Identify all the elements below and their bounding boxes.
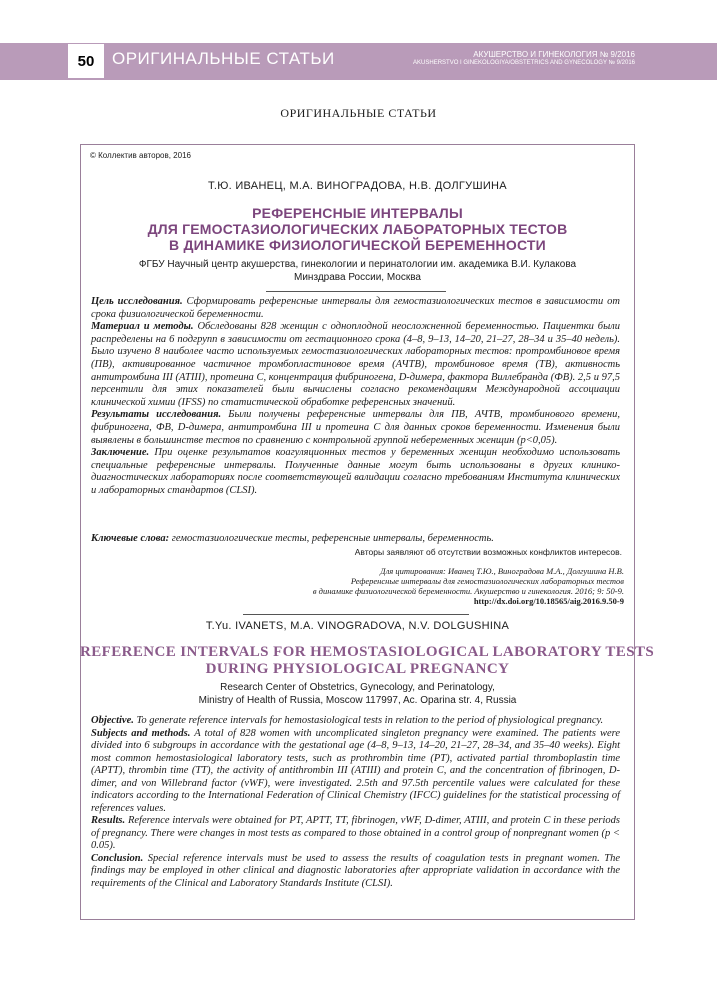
conflict-of-interest: Авторы заявляют об отсутствии возможных конфликтов интересов. xyxy=(354,547,622,557)
title-en-line: DURING PHYSIOLOGICAL PREGNANCY xyxy=(205,661,510,677)
institution-en-line: Ministry of Health of Russia, Moscow 117997, Ac. Oparina str. 4, Russia xyxy=(198,695,517,706)
label: Objective. xyxy=(91,715,134,726)
abstract-results-ru xyxy=(91,409,620,447)
text: Reference intervals were obtained for PT, APTT, TT, fibrinogen, vWF, D-dimer, ATIII, and protein C in these periods of pregnancy. There were changes in most tests as compared to those obtained in a control group of nonpregnant women (p < 0.05). xyxy=(91,815,621,851)
page-number: 50 xyxy=(68,44,104,78)
text: Сформировать референсные интервалы для гемостазиологических тестов в зависимости от срока физиологической беременности. xyxy=(91,296,620,320)
text: Special reference intervals must be used to assess the results of coagulation tests in pregnant women. The findings may be employed in other clinical and diagnostic laboratories after appropriate validation in accordance with the requirements of the Clinical and Laboratory Standards Institute (CLSI). xyxy=(91,852,620,889)
divider xyxy=(266,291,446,292)
abstract-conclusion-en xyxy=(91,853,620,891)
article-title-ru xyxy=(80,205,635,253)
keywords-ru xyxy=(91,533,494,544)
keywords-label: Ключевые слова: xyxy=(91,533,170,544)
citation-line: в динамике физиологической беременности. Акушерство и гинекология. 2016; 9: 50-9. xyxy=(312,586,624,596)
abstract-conclusion-ru xyxy=(91,447,620,497)
institution-ru-line: Минздрава России, Москва xyxy=(294,272,421,283)
title-ru-line: РЕФЕРЕНСНЫЕ ИНТЕРВАЛЫ xyxy=(252,205,463,221)
label: Результаты исследования. xyxy=(91,409,222,421)
title-ru-line: ДЛЯ ГЕМОСТАЗИОЛОГИЧЕСКИХ ЛАБОРАТОРНЫХ ТЕСТОВ xyxy=(147,221,568,237)
citation xyxy=(313,566,624,606)
journal-name-en: AKUSHERSTVO I GINEKOLOGIYA/OBSTETRICS AND GYNECOLOGY № 9/2016 xyxy=(413,60,635,66)
journal-name-ru: АКУШЕРСТВО И ГИНЕКОЛОГИЯ № 9/2016 xyxy=(473,50,635,59)
text: Были получены референсные интервалы для ПВ, АЧТВ, тромбинового времени, фибриногена, ФВ, D-димера, антитромбина III и протеина С для данных сроков беременности. Изменения были выявлены в большинстве тестов по сравнению с контрольной группой небеременных женщин (p<0,05). xyxy=(91,409,621,446)
header-journal-info xyxy=(413,50,635,68)
header-section-title: ОРИГИНАЛЬНЫЕ СТАТЬИ xyxy=(112,49,335,68)
divider xyxy=(243,614,469,615)
abstract-results-en xyxy=(91,815,620,853)
section-heading: ОРИГИНАЛЬНЫЕ СТАТЬИ xyxy=(280,106,437,120)
abstract-objective-ru xyxy=(91,296,620,321)
abstract-objective-en xyxy=(91,715,620,728)
title-ru-line: В ДИНАМИКЕ ФИЗИОЛОГИЧЕСКОЙ БЕРЕМЕННОСТИ xyxy=(169,237,546,253)
authors-ru: Т.Ю. ИВАНЕЦ, М.А. ВИНОГРАДОВА, Н.В. ДОЛГУШИНА xyxy=(208,180,507,192)
label: Цель исследования. xyxy=(91,296,183,307)
text: A total of 828 women with uncomplicated singleton pregnancy were examined. The patients were divided into 6 subgroups in accordance with the gestational age (4–8, 9–13, 14–20, 21–27, 28–34, and 35–40 weeks). Eight most common hemostasiological laboratory tests, such as prothrombin time (PT), activated partial thromboplastin time (APTT), thrombin time (TT), the activity of antithrombin III (ATIII) and protein C, and the concentration of fibrinogen, D-dimer, and von Willebrand factor (vWF), were investigated. 2.5th and 97.5th percentile values were calculated for these indicators according to the International Federation of Clinical Chemistry (IFCC) guidelines for the statistical processing of references values. xyxy=(91,727,620,814)
abstract-en xyxy=(91,715,620,890)
citation-line: Для цитирования: Иванец Т.Ю., Виноградова М.А., Долгушина Н.В. xyxy=(380,566,624,576)
abstract-ru xyxy=(91,296,620,498)
institution-en-line: Research Center of Obstetrics, Gynecology, and Perinatology, xyxy=(220,682,495,693)
label: Заключение. xyxy=(91,447,150,459)
text: To generate reference intervals for hemostasiological tests in relation to the period of physiological pregnancy. xyxy=(136,715,604,726)
article-title-en xyxy=(80,644,655,678)
label: Материал и методы. xyxy=(91,321,194,333)
title-en-line: REFERENCE INTERVALS FOR HEMOSTASIOLOGICAL LABORATORY TESTS xyxy=(80,644,655,660)
institution-ru xyxy=(80,258,635,284)
citation-line: Референсные интервалы для гемостазиологических лабораторных тестов xyxy=(350,576,624,586)
text: При оценке результатов коагуляционных тестов у беременных женщин необходимо использовать специальные референсные интервалы. Полученные данные могут быть использованы в других клинико-диагностических лабораториях после соответствующей валидации согласно требованиям Института клинических и лабораторных стандартов (CLSI). xyxy=(91,447,621,496)
institution-en xyxy=(80,681,635,707)
keywords-text: гемостазиологические тесты, референсные интервалы, беременность. xyxy=(171,533,494,544)
abstract-methods-ru xyxy=(91,321,620,409)
doi-link[interactable]: http://dx.doi.org/10.18565/aig.2016.9.50-9 xyxy=(473,596,624,606)
institution-ru-line: ФГБУ Научный центр акушерства, гинекологии и перинатологии им. академика В.И. Кулакова xyxy=(138,259,577,270)
text: Обследованы 828 женщин с одноплодной неосложненной беременностью. Пациентки были распределены на 6 подгрупп в зависимости от гестационного срока (4–8, 9–13, 14–20, 21–27, 28–34 и 35–40 недель). Было изучено 8 наиболее часто используемых гемостазиологических лабораторных тестов: протромбиновое время (ПВ), активированное частичное тромбопластиновое время (АЧТВ), тромбиновое время (ТВ), активность антитромбина III (АТIII), протеина С, концентрация фибриногена, D-димера, фактора Виллебранда (ФВ). 2,5 и 97,5 персентили для этих показателей были вычислены согласно рекомендациям Международной ассоциации клинической химии (IFSS) по статистической обработке референсных значений. xyxy=(91,321,621,408)
copyright-line: © Коллектив авторов, 2016 xyxy=(90,151,191,160)
abstract-methods-en xyxy=(91,728,620,816)
label: Results. xyxy=(91,815,126,826)
label: Subjects and methods. xyxy=(91,727,191,739)
label: Conclusion. xyxy=(91,852,144,864)
authors-en: T.Yu. IVANETS, M.A. VINOGRADOVA, N.V. DOLGUSHINA xyxy=(205,620,510,632)
